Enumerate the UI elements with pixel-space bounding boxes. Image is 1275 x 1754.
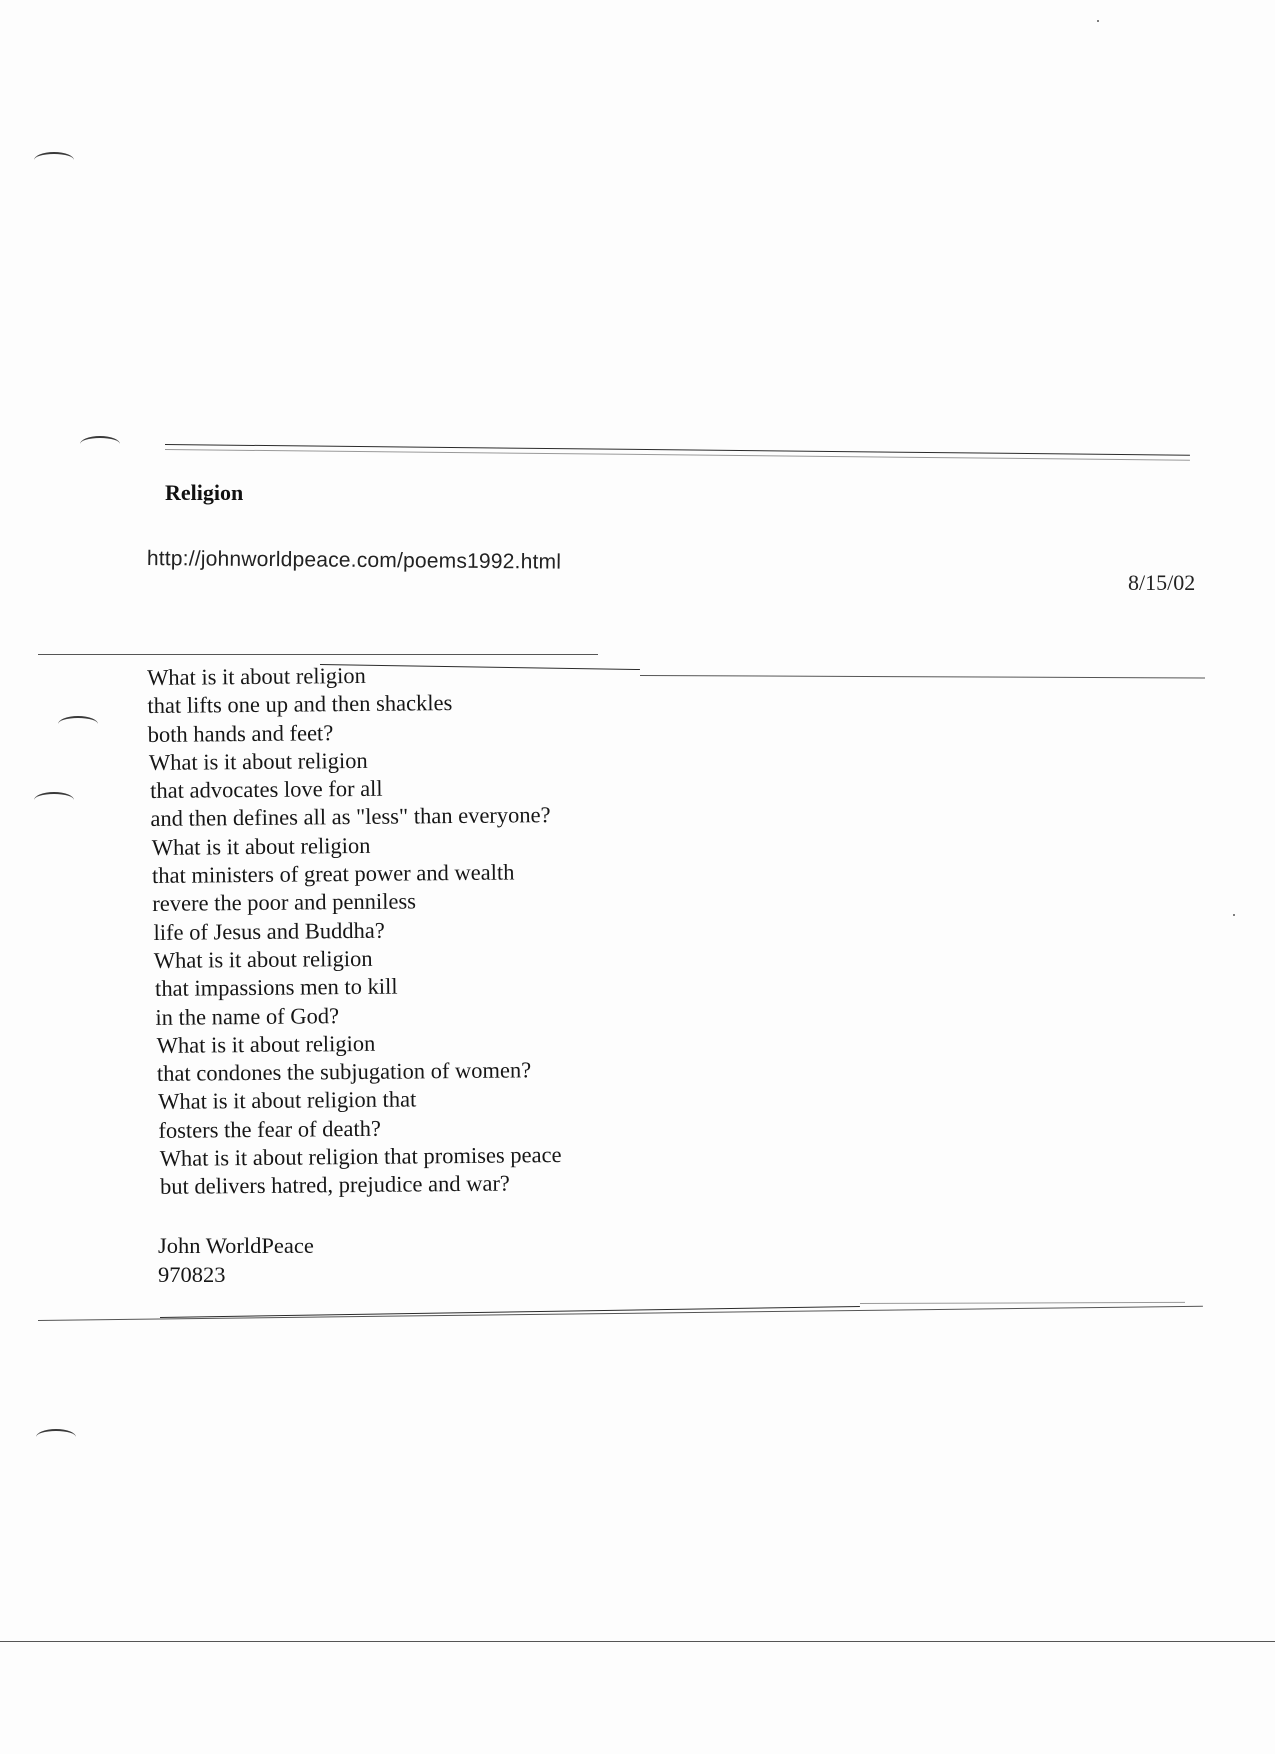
poem-line: What is it about religion that	[158, 1086, 417, 1115]
poem-line: but delivers hatred, prejudice and war?	[159, 1170, 510, 1200]
poem-code: 970823	[158, 1262, 226, 1287]
punch-hole	[34, 792, 74, 808]
poem-line: that condones the subjugation of women?	[156, 1057, 532, 1087]
poem-line: What is it about religion	[148, 747, 368, 775]
poem-title: Religion	[165, 480, 244, 505]
source-url: http://johnworldpeace.com/poems1992.html	[146, 547, 562, 574]
poem-line: revere the poor and penniless	[152, 888, 417, 917]
punch-hole	[58, 716, 98, 732]
poem-line: life of Jesus and Buddha?	[153, 917, 385, 945]
poem-line: What is it about religion	[153, 945, 373, 973]
punch-hole	[34, 152, 74, 168]
scan-speck	[1233, 914, 1235, 916]
poem-line: What is it about religion	[151, 832, 371, 860]
poem-line: that impassions men to kill	[154, 973, 398, 1002]
poem-line: What is it about religion	[156, 1030, 376, 1058]
poem-line: that ministers of great power and wealth	[151, 859, 515, 889]
poem-body	[147, 660, 562, 1202]
print-date: 8/15/02	[1128, 570, 1196, 595]
header-separator	[38, 654, 598, 655]
poem-line: that advocates love for all	[150, 775, 383, 804]
punch-hole	[80, 436, 120, 452]
poem-line: in the name of God?	[155, 1002, 340, 1030]
poem-line: What is it about religion	[147, 662, 366, 690]
signature-block	[158, 1231, 314, 1289]
author-name: John WorldPeace	[158, 1233, 314, 1258]
poem-line: fosters the fear of death?	[158, 1115, 381, 1143]
top-rule-shadow	[165, 449, 1190, 461]
header-separator	[640, 675, 1205, 678]
poem-line: and then defines all as "less" than everyone?	[150, 802, 551, 832]
poem-line: that lifts one up and then shackles	[147, 690, 453, 719]
bottom-rule	[38, 1306, 1203, 1321]
bottom-rule-shadow	[860, 1302, 1185, 1304]
poem-line: What is it about religion that promises peace	[159, 1142, 562, 1171]
punch-hole	[36, 1429, 76, 1445]
poem-line: both hands and feet?	[147, 719, 334, 747]
scan-speck	[1097, 20, 1099, 22]
page-edge-rule	[0, 1641, 1275, 1642]
